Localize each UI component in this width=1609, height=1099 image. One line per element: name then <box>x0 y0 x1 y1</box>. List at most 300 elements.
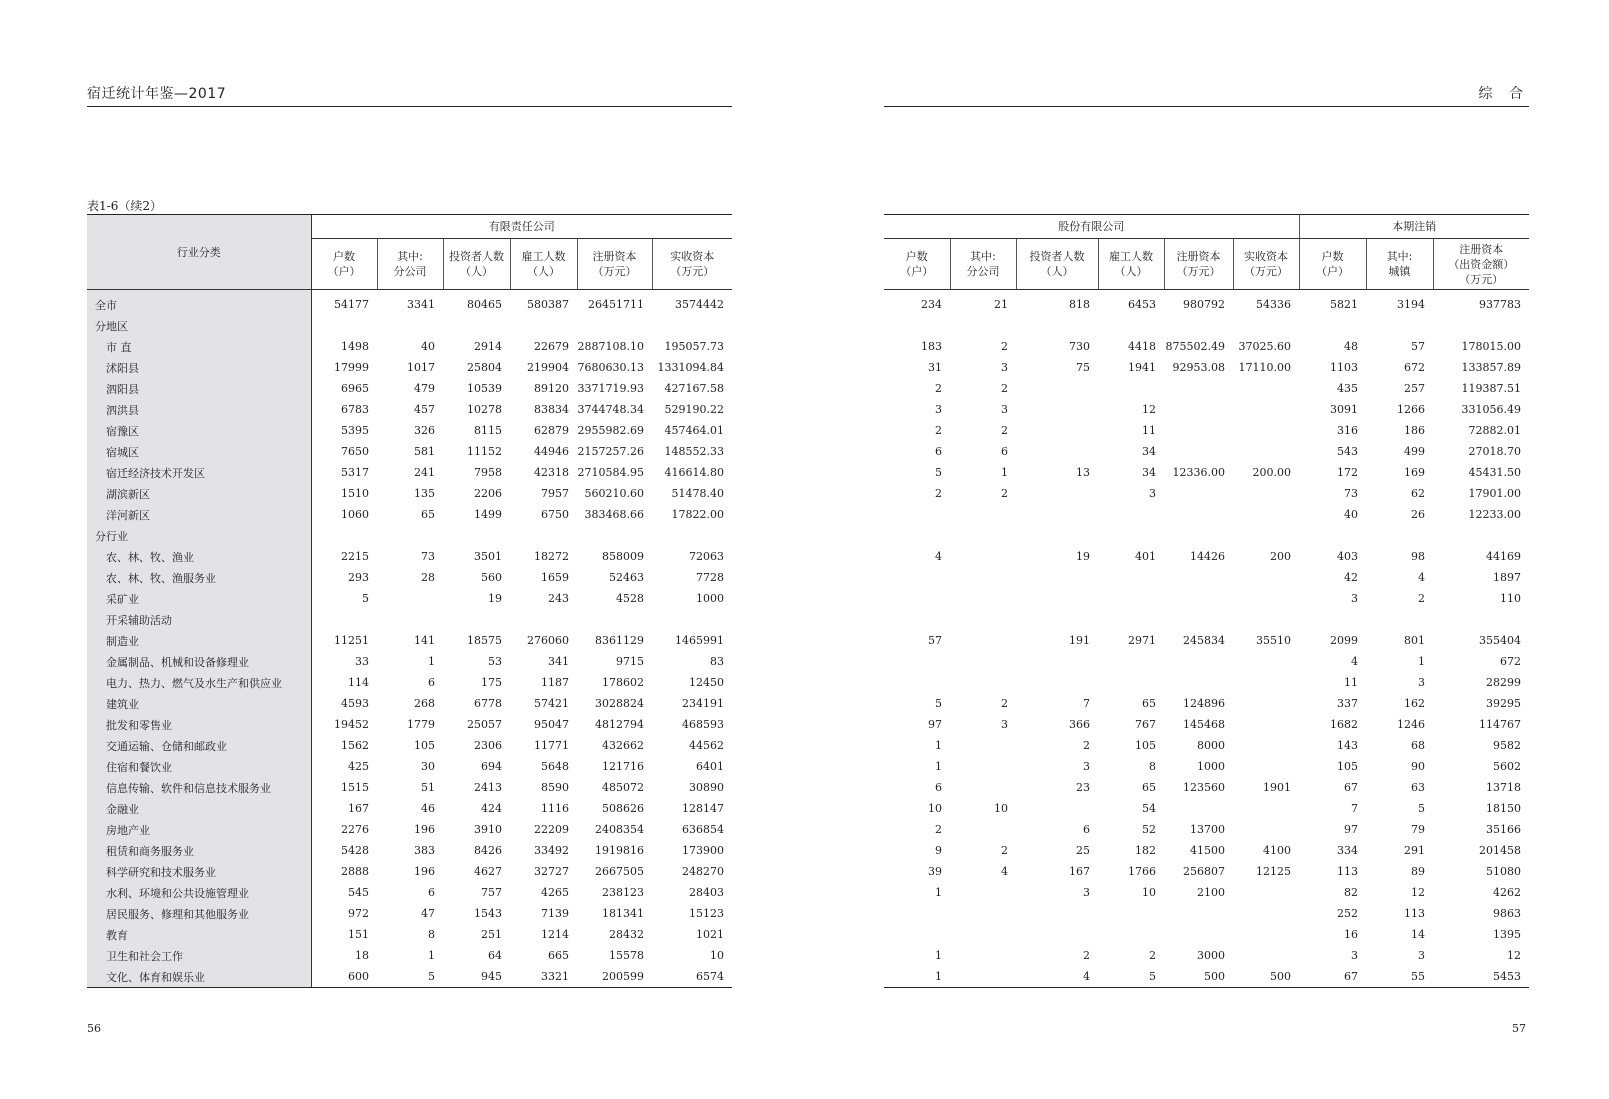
llc-cell <box>577 315 652 336</box>
jsc-cell <box>1098 903 1164 924</box>
jsc-cell: 54 <box>1142 802 1156 815</box>
llc-cell: 425 <box>348 760 369 773</box>
cancel-cell: 133857.89 <box>1461 361 1522 374</box>
cancel-cell: 90 <box>1411 760 1426 773</box>
cancel-cell: 113 <box>1404 907 1426 920</box>
jsc-cell <box>1164 483 1233 504</box>
table-row <box>87 756 732 777</box>
cancel-cell: 73 <box>1344 487 1359 500</box>
table-row <box>884 924 1529 945</box>
row-category-label: 采矿业 <box>87 588 311 609</box>
llc-cell: 200599 <box>577 966 652 988</box>
jsc-cell <box>1233 399 1299 420</box>
table-row <box>884 735 1529 756</box>
row-category-label: 制造业 <box>87 630 311 651</box>
llc-cell: 2215 <box>341 550 369 563</box>
jsc-cell: 4418 <box>1128 340 1156 353</box>
table-row <box>87 378 732 399</box>
cancel-cell: 5821 <box>1330 298 1359 311</box>
llc-cell: 416614.80 <box>664 466 725 479</box>
jsc-cell <box>950 756 1016 777</box>
table-row <box>87 651 732 672</box>
llc-cell: 6965 <box>341 382 369 395</box>
jsc-cell: 200.00 <box>1252 466 1292 479</box>
llc-cell <box>443 315 510 336</box>
llc-cell: 6 <box>428 886 435 899</box>
jsc-cell <box>1164 567 1233 588</box>
jsc-cell: 2 <box>935 424 942 437</box>
row-category-label: 沭阳县 <box>87 357 311 378</box>
llc-cell: 181341 <box>602 907 644 920</box>
cancel-cell: 45431.50 <box>1468 466 1522 479</box>
llc-cell: 1000 <box>696 592 725 605</box>
table-row <box>884 819 1529 840</box>
cancel-cell: 801 <box>1404 634 1426 647</box>
cancel-cell: 12 <box>1411 886 1426 899</box>
jsc-cell <box>1233 483 1299 504</box>
jsc-cell: 92953.08 <box>1172 361 1225 374</box>
table-row <box>884 693 1529 714</box>
jsc-cell: 21 <box>994 298 1008 311</box>
jsc-cell <box>1233 798 1299 819</box>
jsc-cell: 13 <box>1076 466 1090 479</box>
jsc-cell <box>1233 525 1299 546</box>
jsc-cell: 17110.00 <box>1238 361 1292 374</box>
jsc-cell: 980792 <box>1183 298 1225 311</box>
jsc-cell: 1 <box>884 966 950 988</box>
table-row <box>884 651 1529 672</box>
llc-cell: 8361129 <box>595 634 644 647</box>
llc-cell <box>377 315 443 336</box>
llc-cell: 545 <box>348 886 369 899</box>
jsc-cell: 1 <box>935 760 942 773</box>
llc-cell: 53 <box>488 655 502 668</box>
cancel-cell: 7 <box>1351 802 1359 815</box>
cancel-cell: 51080 <box>1486 865 1522 878</box>
llc-cell: 1 <box>428 949 435 962</box>
jsc-cell: 4 <box>935 550 942 563</box>
jsc-cell <box>950 672 1016 693</box>
jsc-cell: 97 <box>928 718 942 731</box>
row-category-label: 信息传输、软件和信息技术服务业 <box>87 777 311 798</box>
jsc-cell <box>1098 672 1164 693</box>
cancel-cell: 67 <box>1299 966 1366 988</box>
jsc-cell: 6 <box>1083 823 1090 836</box>
jsc-cell <box>1233 714 1299 735</box>
jsc-cell: 124896 <box>1183 697 1225 710</box>
llc-cell: 2955982.69 <box>577 424 644 437</box>
jsc-cell <box>950 504 1016 525</box>
llc-cell: 11152 <box>467 445 502 458</box>
jsc-cell: 818 <box>1069 298 1090 311</box>
row-category-label: 居民服务、修理和其他服务业 <box>87 903 311 924</box>
jsc-cell: 245834 <box>1183 634 1225 647</box>
llc-cell: 6783 <box>341 403 369 416</box>
jsc-cell <box>884 315 950 336</box>
cancel-cell: 4 <box>1351 655 1359 668</box>
jsc-cell: 7 <box>1083 697 1090 710</box>
cancel-cell: 67 <box>1344 781 1359 794</box>
cancel-cell: 9863 <box>1493 907 1522 920</box>
cancel-cell: 3091 <box>1330 403 1359 416</box>
cancel-cell: 48 <box>1344 340 1359 353</box>
jsc-cell <box>1164 924 1233 945</box>
llc-cell: 19452 <box>334 718 369 731</box>
cancel-cell: 1266 <box>1397 403 1426 416</box>
column-header-jsc-2 <box>1016 239 1098 290</box>
cancel-cell: 1 <box>1418 655 1426 668</box>
llc-cell: 72063 <box>689 550 725 563</box>
jsc-cell <box>1233 672 1299 693</box>
jsc-cell: 256807 <box>1183 865 1225 878</box>
llc-cell: 479 <box>414 382 435 395</box>
table-row <box>884 504 1529 525</box>
jsc-cell <box>950 525 1016 546</box>
llc-cell: 6574 <box>652 966 732 988</box>
row-category-label: 洋河新区 <box>87 504 311 525</box>
cancel-cell: 4 <box>1418 571 1426 584</box>
llc-cell: 457 <box>414 403 435 416</box>
cancel-cell <box>1433 315 1529 336</box>
llc-cell: 25057 <box>467 718 502 731</box>
jsc-cell <box>950 882 1016 903</box>
cancel-cell: 113 <box>1337 865 1359 878</box>
llc-cell <box>377 525 443 546</box>
llc-cell: 485072 <box>602 781 644 794</box>
column-header-line: 实收资本 <box>1244 250 1289 263</box>
llc-cell <box>510 315 577 336</box>
jsc-cell: 2971 <box>1128 634 1156 647</box>
row-category-label: 教育 <box>87 924 311 945</box>
group-header-cancel: 本期注销 <box>1299 215 1529 239</box>
llc-cell: 3028824 <box>595 697 644 710</box>
jsc-cell: 2 <box>1001 697 1008 710</box>
column-header-line: （万元） <box>1459 272 1504 286</box>
right-page-header <box>884 84 1529 107</box>
cancel-cell <box>1433 525 1529 546</box>
table-row <box>884 609 1529 630</box>
jsc-cell <box>1233 504 1299 525</box>
cancel-cell: 3 <box>1418 676 1426 689</box>
row-category-label: 泗阳县 <box>87 378 311 399</box>
llc-cell: 2157257.26 <box>577 445 644 458</box>
llc-cell: 175 <box>481 676 502 689</box>
row-category-label: 批发和零售业 <box>87 714 311 735</box>
jsc-cell <box>1233 315 1299 336</box>
jsc-cell <box>1098 651 1164 672</box>
jsc-cell <box>1233 567 1299 588</box>
jsc-cell <box>884 504 950 525</box>
jsc-cell <box>1098 588 1164 609</box>
column-header-line: （人） <box>527 265 560 278</box>
jsc-cell: 57 <box>928 634 942 647</box>
jsc-cell: 191 <box>1069 634 1090 647</box>
jsc-cell: 4 <box>1001 865 1008 878</box>
row-category-label: 开采辅助活动 <box>87 609 311 630</box>
jsc-cell: 4100 <box>1263 844 1292 857</box>
llc-cell: 15123 <box>689 907 725 920</box>
jsc-cell <box>1164 315 1233 336</box>
table-row <box>884 567 1529 588</box>
row-category-label: 交通运输、仓储和邮政业 <box>87 735 311 756</box>
jsc-cell <box>1164 420 1233 441</box>
llc-cell: 25804 <box>467 361 502 374</box>
llc-cell: 1499 <box>474 508 502 521</box>
cancel-cell: 499 <box>1404 445 1426 458</box>
row-category-label: 农、林、牧、渔业 <box>87 546 311 567</box>
llc-cell: 51478.40 <box>671 487 725 500</box>
table-caption: 表1-6（续2） <box>87 199 162 213</box>
table-row <box>87 504 732 525</box>
llc-cell: 33492 <box>534 844 569 857</box>
jsc-cell <box>950 966 1016 988</box>
jsc-cell: 182 <box>1135 844 1156 857</box>
llc-cell: 121716 <box>602 760 644 773</box>
jsc-cell <box>884 525 950 546</box>
jsc-cell <box>1233 693 1299 714</box>
jsc-cell <box>950 819 1016 840</box>
table-row <box>884 588 1529 609</box>
jsc-cell <box>1164 399 1233 420</box>
llc-cell: 196 <box>414 865 435 878</box>
cancel-cell: 337 <box>1337 697 1359 710</box>
llc-cell: 2887108.10 <box>577 340 644 353</box>
jsc-cell <box>1233 903 1299 924</box>
llc-cell: 1510 <box>341 487 369 500</box>
jsc-cell: 4 <box>1016 966 1098 988</box>
row-category-label: 建筑业 <box>87 693 311 714</box>
jsc-cell <box>1164 525 1233 546</box>
llc-cell: 11251 <box>334 634 369 647</box>
column-header-jsc-5 <box>1233 239 1299 290</box>
jsc-cell: 6 <box>1001 445 1008 458</box>
cancel-cell: 1897 <box>1493 571 1522 584</box>
llc-cell <box>311 525 377 546</box>
jsc-cell: 123560 <box>1183 781 1225 794</box>
llc-cell: 26451711 <box>588 298 644 311</box>
llc-cell: 581 <box>414 445 435 458</box>
jsc-cell: 5 <box>935 466 942 479</box>
cancel-cell: 17901.00 <box>1468 487 1522 500</box>
jsc-cell <box>950 777 1016 798</box>
cancel-cell: 5 <box>1418 802 1426 815</box>
row-category-label: 宿城区 <box>87 441 311 462</box>
jsc-cell: 3 <box>1149 487 1156 500</box>
cancel-cell: 672 <box>1404 361 1426 374</box>
jsc-cell <box>884 672 950 693</box>
llc-cell: 54177 <box>334 298 369 311</box>
table-row <box>87 546 732 567</box>
jsc-cell <box>1233 945 1299 966</box>
row-category-label: 房地产业 <box>87 819 311 840</box>
llc-cell: 6778 <box>474 697 502 710</box>
llc-cell <box>377 609 443 630</box>
table-row <box>884 798 1529 819</box>
jsc-cancel-table <box>884 214 1529 988</box>
llc-cell: 326 <box>414 424 435 437</box>
cancel-cell <box>1299 525 1366 546</box>
llc-cell: 468593 <box>682 718 725 731</box>
jsc-cell: 75 <box>1076 361 1090 374</box>
cancel-cell: 169 <box>1404 466 1426 479</box>
llc-cell: 7957 <box>541 487 569 500</box>
llc-cell: 1562 <box>341 739 369 752</box>
llc-cell: 600 <box>311 966 377 988</box>
jsc-cell: 8000 <box>1197 739 1225 752</box>
llc-cell: 64 <box>488 949 502 962</box>
llc-cell: 4265 <box>541 886 569 899</box>
llc-cell: 89120 <box>534 382 569 395</box>
llc-cell: 28403 <box>689 886 725 899</box>
jsc-cell: 2 <box>1001 487 1008 500</box>
jsc-cell: 5 <box>935 697 942 710</box>
llc-cell: 248270 <box>682 865 725 878</box>
llc-cell: 28432 <box>609 928 644 941</box>
yearbook-title: 宿迁统计年鉴—2017 <box>87 86 227 102</box>
llc-cell <box>652 315 732 336</box>
jsc-cell: 767 <box>1135 718 1156 731</box>
llc-cell: 529190.22 <box>664 403 725 416</box>
cancel-cell: 72882.01 <box>1468 424 1522 437</box>
jsc-cell <box>950 924 1016 945</box>
jsc-cell <box>1098 609 1164 630</box>
jsc-cell: 23 <box>1076 781 1090 794</box>
table-row <box>87 588 732 609</box>
cancel-cell: 63 <box>1411 781 1426 794</box>
row-category-label: 住宿和餐饮业 <box>87 756 311 777</box>
category-header: 行业分类 <box>87 215 311 290</box>
row-category-label: 宿迁经济技术开发区 <box>87 462 311 483</box>
table-row <box>884 441 1529 462</box>
jsc-cell: 2 <box>1083 949 1090 962</box>
jsc-cell <box>950 945 1016 966</box>
jsc-cell <box>1016 441 1098 462</box>
jsc-cell <box>1164 609 1233 630</box>
llc-cell: 238123 <box>602 886 644 899</box>
llc-cell: 560210.60 <box>584 487 644 500</box>
table-row <box>884 290 1529 316</box>
table-row <box>884 756 1529 777</box>
llc-cell: 15578 <box>609 949 644 962</box>
llc-cell: 665 <box>548 949 569 962</box>
table-row <box>87 798 732 819</box>
cancel-cell: 27018.70 <box>1468 445 1522 458</box>
llc-cell: 42318 <box>534 466 569 479</box>
llc-cell: 2667505 <box>595 865 644 878</box>
llc-cell: 30890 <box>689 781 725 794</box>
llc-cell: 17822.00 <box>671 508 725 521</box>
jsc-cell <box>1164 798 1233 819</box>
column-header-line: （万元） <box>670 265 715 278</box>
row-category-label: 湖滨新区 <box>87 483 311 504</box>
row-category-label: 市 直 <box>87 336 311 357</box>
jsc-cell <box>1233 735 1299 756</box>
jsc-cell: 19 <box>1076 550 1090 563</box>
cancel-cell: 2099 <box>1330 634 1359 647</box>
llc-cell: 18575 <box>467 634 502 647</box>
cancel-cell: 105 <box>1337 760 1359 773</box>
jsc-cell: 2 <box>1001 424 1008 437</box>
cancel-cell: 543 <box>1337 445 1359 458</box>
jsc-cell <box>1233 819 1299 840</box>
llc-cell: 11771 <box>534 739 569 752</box>
cancel-cell: 57 <box>1411 340 1426 353</box>
llc-cell: 243 <box>548 592 569 605</box>
llc-cell: 1515 <box>341 781 369 794</box>
llc-cell: 3341 <box>407 298 435 311</box>
jsc-cell: 65 <box>1142 697 1156 710</box>
cancel-cell: 119387.51 <box>1461 382 1522 395</box>
column-header-llc-2 <box>443 239 510 290</box>
llc-cell: 4528 <box>616 592 644 605</box>
cancel-cell: 291 <box>1404 844 1426 857</box>
row-category-label: 全市 <box>87 290 311 316</box>
page-number-left: 56 <box>87 1022 101 1035</box>
cancel-cell: 98 <box>1411 550 1426 563</box>
llc-cell: 7728 <box>696 571 725 584</box>
llc-cell: 945 <box>443 966 510 988</box>
jsc-cell: 6 <box>935 445 942 458</box>
llc-cell: 28 <box>421 571 435 584</box>
column-header-line: （万元） <box>1176 265 1221 278</box>
jsc-cell <box>1016 798 1098 819</box>
jsc-cell <box>1164 504 1233 525</box>
column-header-line: 其中: <box>1386 250 1413 263</box>
llc-cell: 8426 <box>474 844 502 857</box>
cancel-cell: 89 <box>1411 865 1426 878</box>
cancel-cell: 162 <box>1404 697 1426 710</box>
llc-cell <box>577 525 652 546</box>
jsc-cell: 12125 <box>1256 865 1292 878</box>
llc-cell: 30 <box>421 760 435 773</box>
row-category-label: 金属制品、机械和设备修理业 <box>87 651 311 672</box>
cancel-cell: 4262 <box>1493 886 1522 899</box>
jsc-cell: 1941 <box>1128 361 1156 374</box>
jsc-cell: 37025.60 <box>1238 340 1292 353</box>
jsc-cell: 234 <box>921 298 942 311</box>
jsc-cell <box>1233 651 1299 672</box>
llc-cell: 195057.73 <box>664 340 725 353</box>
jsc-cell <box>1016 609 1098 630</box>
llc-cell: 580387 <box>527 298 569 311</box>
table-row <box>87 819 732 840</box>
jsc-cell <box>884 588 950 609</box>
llc-cell: 105 <box>414 739 435 752</box>
jsc-cell: 200 <box>1270 550 1292 563</box>
column-header-line: （人） <box>1040 265 1074 278</box>
llc-cell: 1331094.84 <box>657 361 725 374</box>
table-row <box>87 924 732 945</box>
jsc-cell <box>1233 420 1299 441</box>
row-category-label: 文化、体育和娱乐业 <box>87 966 311 988</box>
cancel-cell: 40 <box>1344 508 1359 521</box>
column-header-line: （万元） <box>592 265 637 278</box>
column-header-jsc-1 <box>950 239 1016 290</box>
jsc-cell: 1 <box>1001 466 1008 479</box>
llc-cell: 251 <box>481 928 502 941</box>
table-row <box>884 525 1529 546</box>
jsc-cell <box>1164 441 1233 462</box>
llc-cell: 1116 <box>541 802 569 815</box>
row-category-label: 金融业 <box>87 798 311 819</box>
column-header-line: 其中: <box>970 250 996 263</box>
llc-cell: 427167.58 <box>664 382 725 395</box>
cancel-cell: 1682 <box>1330 718 1359 731</box>
cancel-cell: 355404 <box>1479 634 1522 647</box>
cancel-cell: 16 <box>1344 928 1359 941</box>
llc-cell: 4812794 <box>595 718 644 731</box>
jsc-cell: 3000 <box>1197 949 1225 962</box>
